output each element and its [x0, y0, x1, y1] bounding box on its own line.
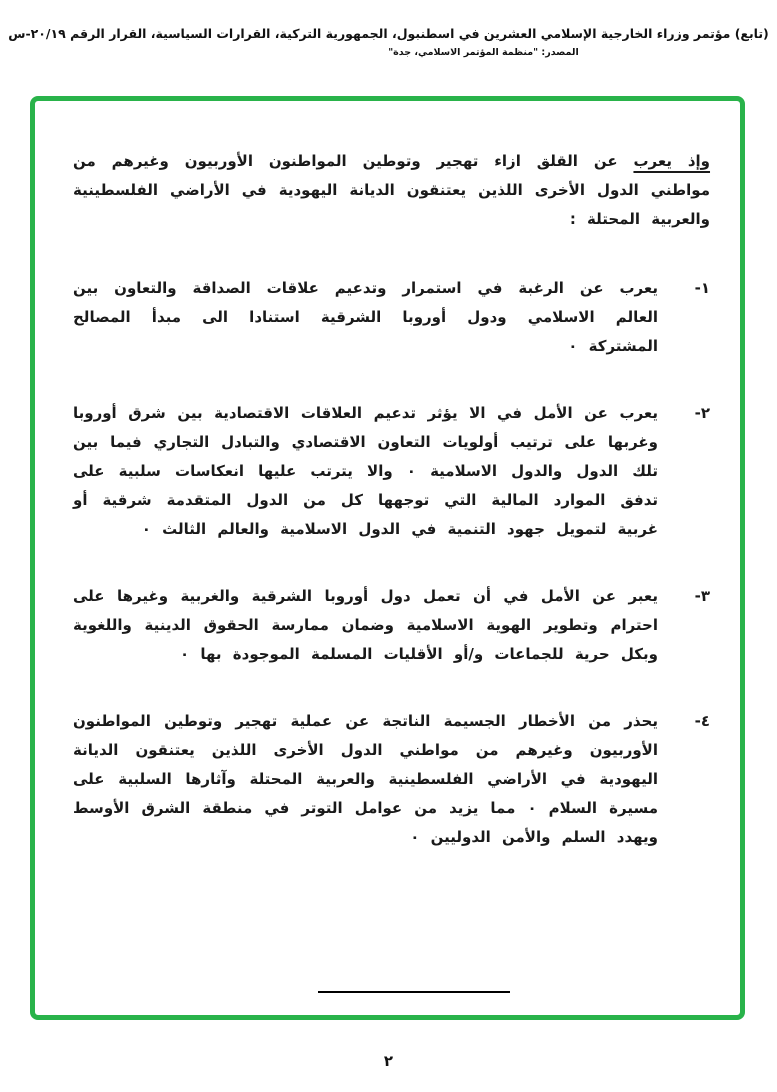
list-item	[73, 399, 710, 544]
document-header	[0, 26, 777, 58]
page-footer	[0, 1052, 777, 1070]
list-item	[73, 274, 710, 361]
signature-line	[318, 991, 510, 993]
list-item	[73, 707, 710, 852]
page-number: ٢	[383, 1052, 394, 1070]
item-text: يحذر من الأخطار الجسيمة الناتجة عن عملية تهجير وتوطين المواطنون الأوربيون وغيرهم من مواطني الدول الأخرى اللذين يعتنقون الديانة اليهودية في الأراضي الفلسطينية والعربية المحتلة وآثارها السلبية على مسيرة السلام ٠ مما يزيد من عوامل التوتر في منطقة الشرق الأوسط ويهدد السلم والأمن الدوليين ٠	[73, 712, 658, 846]
intro-underlined-phrase: وإذ يعرب	[633, 152, 711, 170]
header-source-line: المصدر: "منظمة المؤتمر الاسلامي، جدة"	[388, 47, 579, 58]
item-text: يعرب عن الرغبة في استمرار وتدعيم علاقات الصداقة والتعاون بين العالم الاسلامي ودول أوروبا الشرقية استنادا الى مبدأ المصالح المشتركة ٠	[73, 279, 658, 355]
item-number: ٤-	[694, 712, 710, 730]
intro-paragraph	[73, 147, 710, 234]
intro-text: عن القلق ازاء تهجير وتوطين المواطنون الأوربيون وغيرهم من مواطني الدول الأخرى اللذين يعتنقون الديانة اليهودية في الأراضي الفلسطينية والعربية المحتلة :	[73, 152, 710, 228]
document-body	[35, 101, 740, 930]
list-item	[73, 582, 710, 669]
item-text: يعبر عن الأمل في أن تعمل دول أوروبا الشرقية والغربية وغيرها على احترام وتطوير الهوية الاسلامية وضمان ممارسة الحقوق الدينية واللغوية وبكل حرية للجماعات و/أو الأقليات المسلمة الموجودة بها ٠	[73, 587, 658, 663]
item-number: ١-	[694, 279, 710, 297]
header-title-line: (تابع) مؤتمر وزراء الخارجية الإسلامي العشرين في اسطنبول، الجمهورية التركية، القرارات السياسية، القرار الرقم ٢٠/١٩-س	[8, 26, 769, 41]
item-number: ٣-	[694, 587, 710, 605]
item-number: ٢-	[694, 404, 710, 422]
scan-highlight-frame	[30, 96, 745, 1020]
item-text: يعرب عن الأمل في الا يؤثر تدعيم العلاقات الاقتصادية بين شرق أوروبا وغربها على ترتيب أولويات التعاون الاقتصادي والتبادل التجاري فيما بين تلك الدول والدول الاسلامية ٠ والا يترتب عليها انعكاسات سلبية على تدفق الموارد المالية التي توجهها كل من الدول المتقدمة شرقية أو غربية لتمويل جهود التنمية في الدول الاسلامية والعالم الثالث ٠	[73, 404, 658, 538]
